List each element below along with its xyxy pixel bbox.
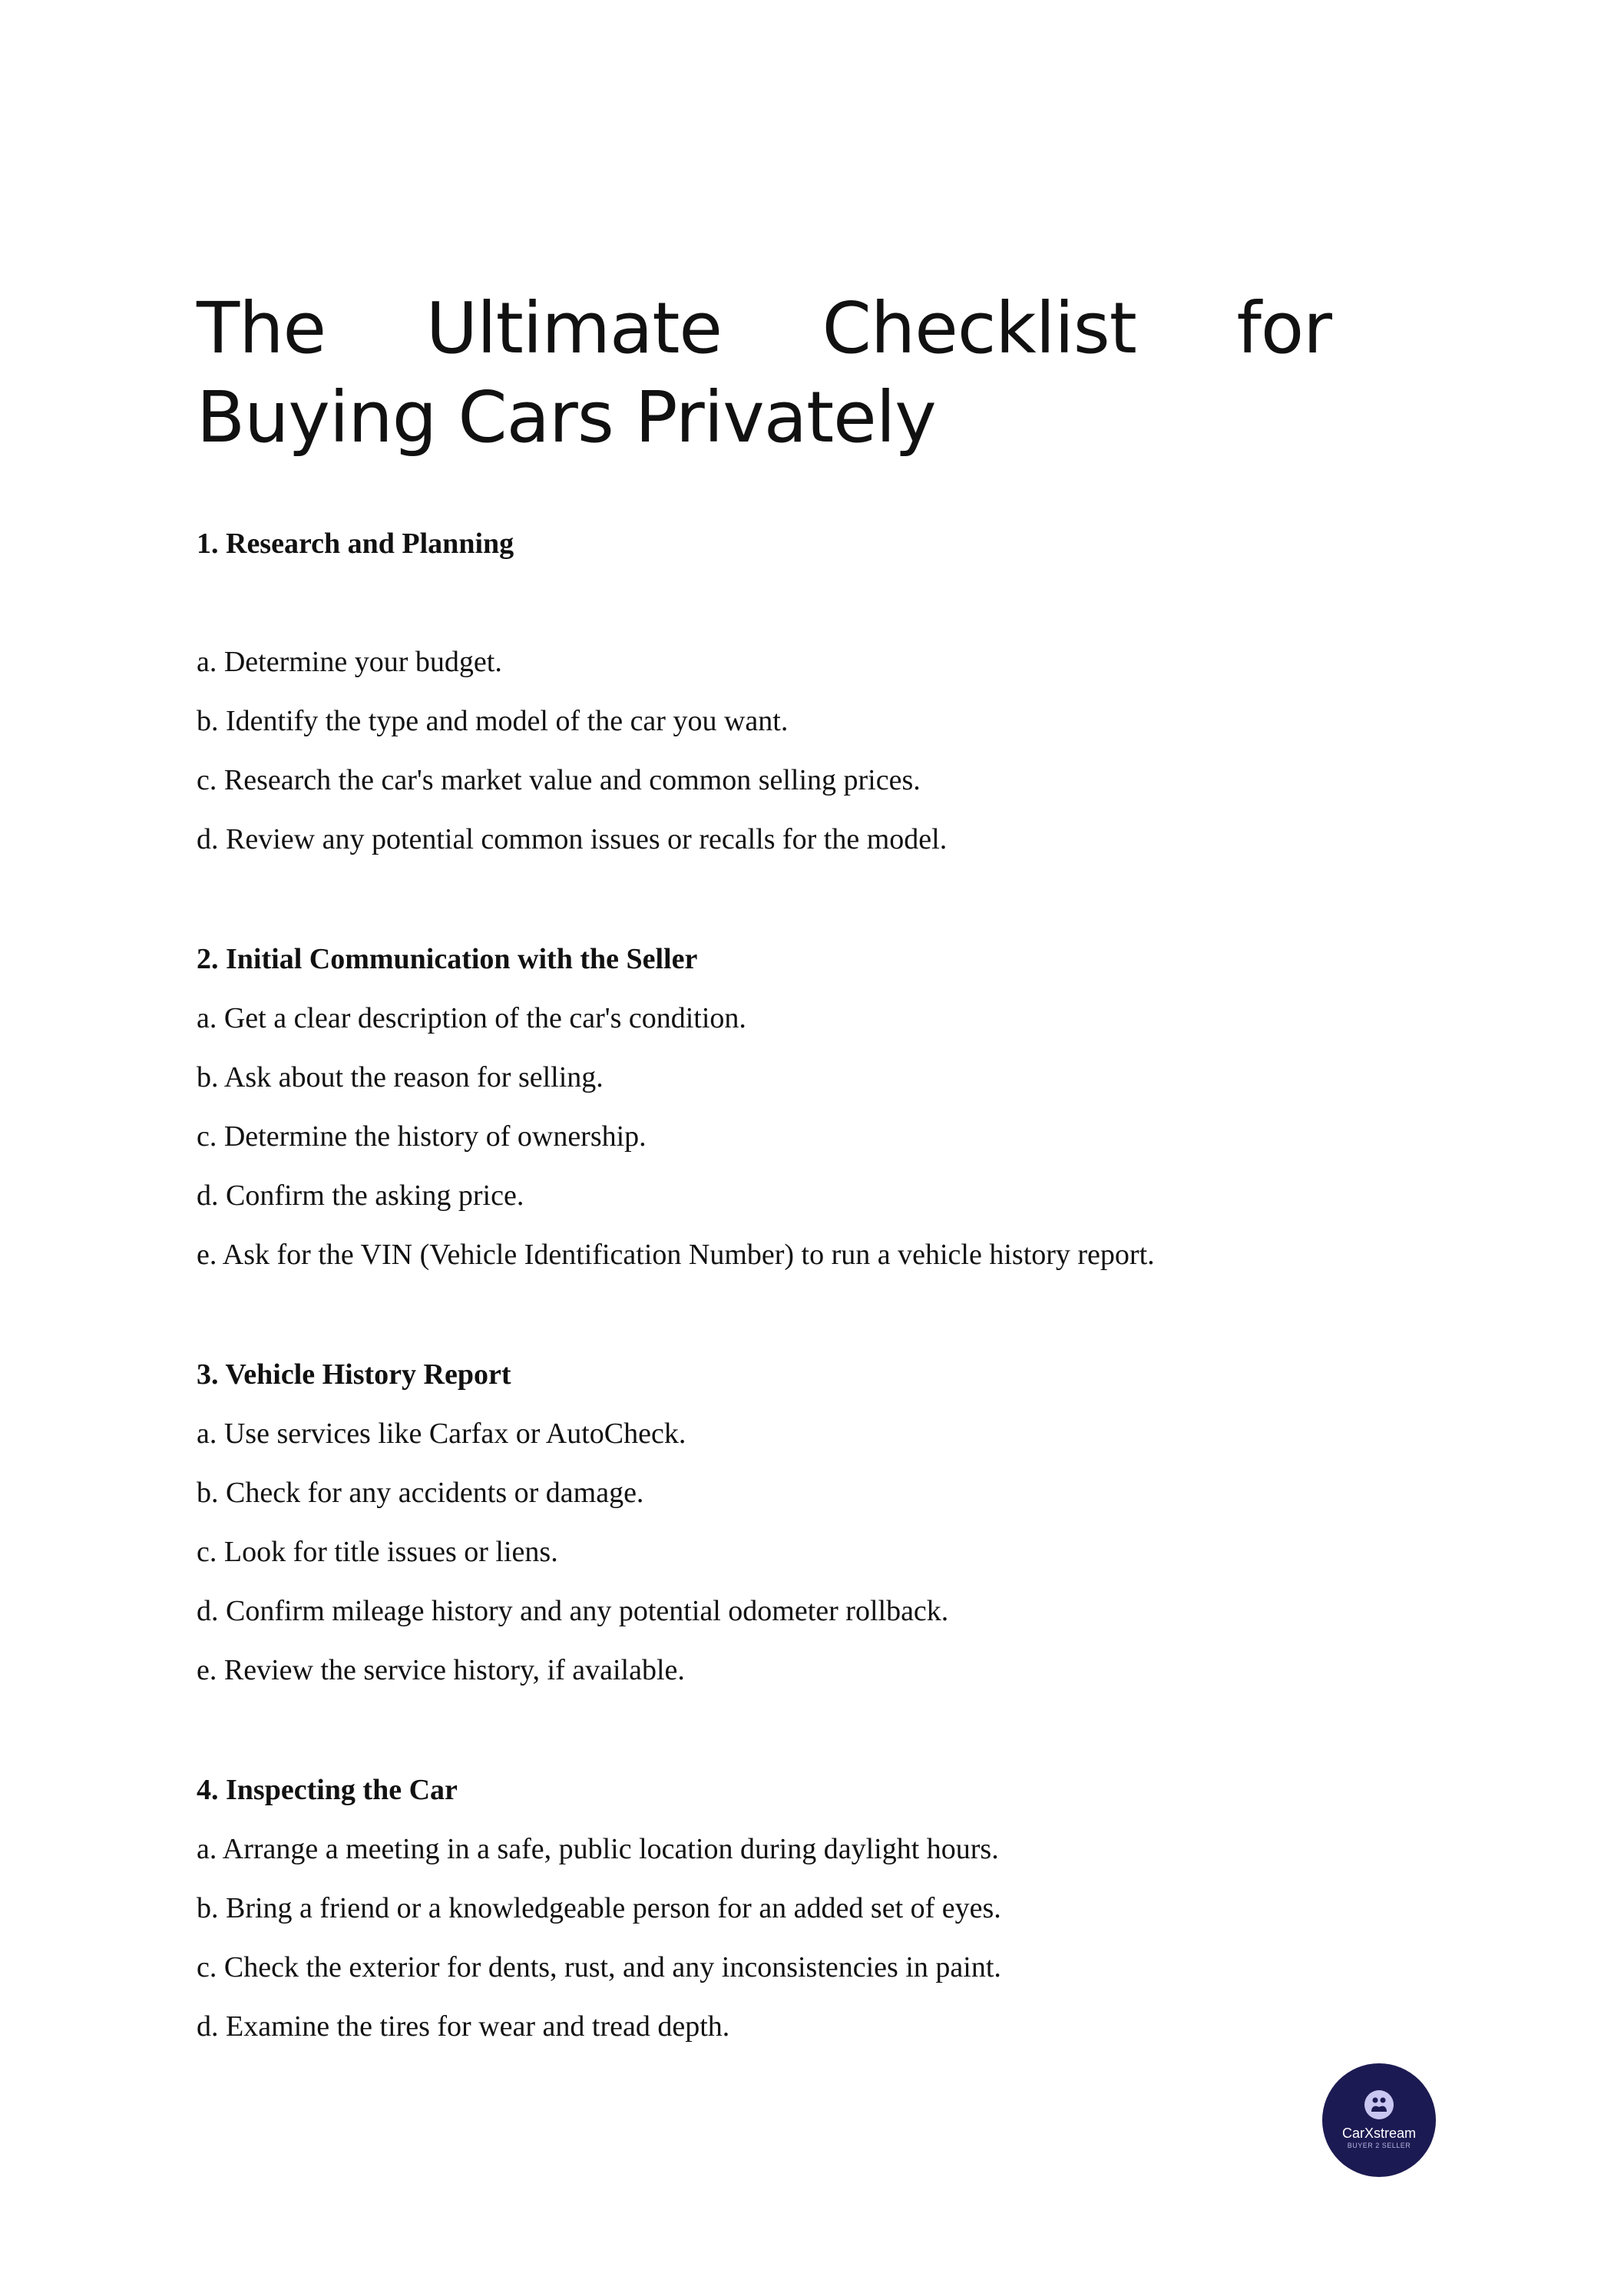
section-heading: 4. Inspecting the Car (197, 1774, 458, 1806)
list-item: a. Use services like Carfax or AutoCheck. (197, 1418, 686, 1450)
checklist-content (197, 514, 1425, 2056)
list-item: c. Research the car's market value and common selling prices. (197, 764, 921, 796)
list-item: a. Determine your budget. (197, 646, 502, 678)
list-item: d. Confirm the asking price. (197, 1179, 524, 1212)
list-item: b. Identify the type and model of the car you want. (197, 705, 789, 737)
list-item: d. Examine the tires for wear and tread depth. (197, 2010, 730, 2043)
section-initial-communication (197, 930, 1425, 1285)
list-item: c. Look for title issues or liens. (197, 1536, 558, 1568)
list-item: e. Ask for the VIN (Vehicle Identification Number) to run a vehicle history report. (197, 1239, 1155, 1271)
list-item: d. Review any potential common issues or recalls for the model. (197, 823, 948, 855)
section-vehicle-history (197, 1345, 1425, 1700)
list-item: a. Get a clear description of the car's condition. (197, 1002, 746, 1034)
section-inspecting-car (197, 1761, 1425, 2056)
list-item: b. Bring a friend or a knowledgeable person for an added set of eyes. (197, 1892, 1001, 1924)
list-item: a. Arrange a meeting in a safe, public location during daylight hours. (197, 1833, 999, 1865)
list-item: b. Ask about the reason for selling. (197, 1061, 604, 1093)
carxstream-logo (1322, 2063, 1436, 2177)
page-title: The Ultimate Checklist for Buying Cars Privately (197, 287, 1331, 458)
section-research-planning (197, 514, 1425, 869)
logo-name: CarXstream (1341, 2126, 1417, 2141)
logo-tagline: BUYER 2 SELLER (1347, 2142, 1411, 2149)
list-item: c. Determine the history of ownership. (197, 1120, 647, 1153)
section-heading: 3. Vehicle History Report (197, 1358, 511, 1391)
list-item: b. Check for any accidents or damage. (197, 1477, 644, 1509)
section-heading: 1. Research and Planning (197, 528, 514, 560)
list-item: e. Review the service history, if available. (197, 1654, 685, 1686)
section-heading: 2. Initial Communication with the Seller (197, 943, 698, 975)
list-item: c. Check the exterior for dents, rust, and any inconsistencies in paint. (197, 1951, 1001, 1983)
handshake-icon (1364, 2090, 1394, 2119)
list-item: d. Confirm mileage history and any potential odometer rollback. (197, 1595, 949, 1627)
